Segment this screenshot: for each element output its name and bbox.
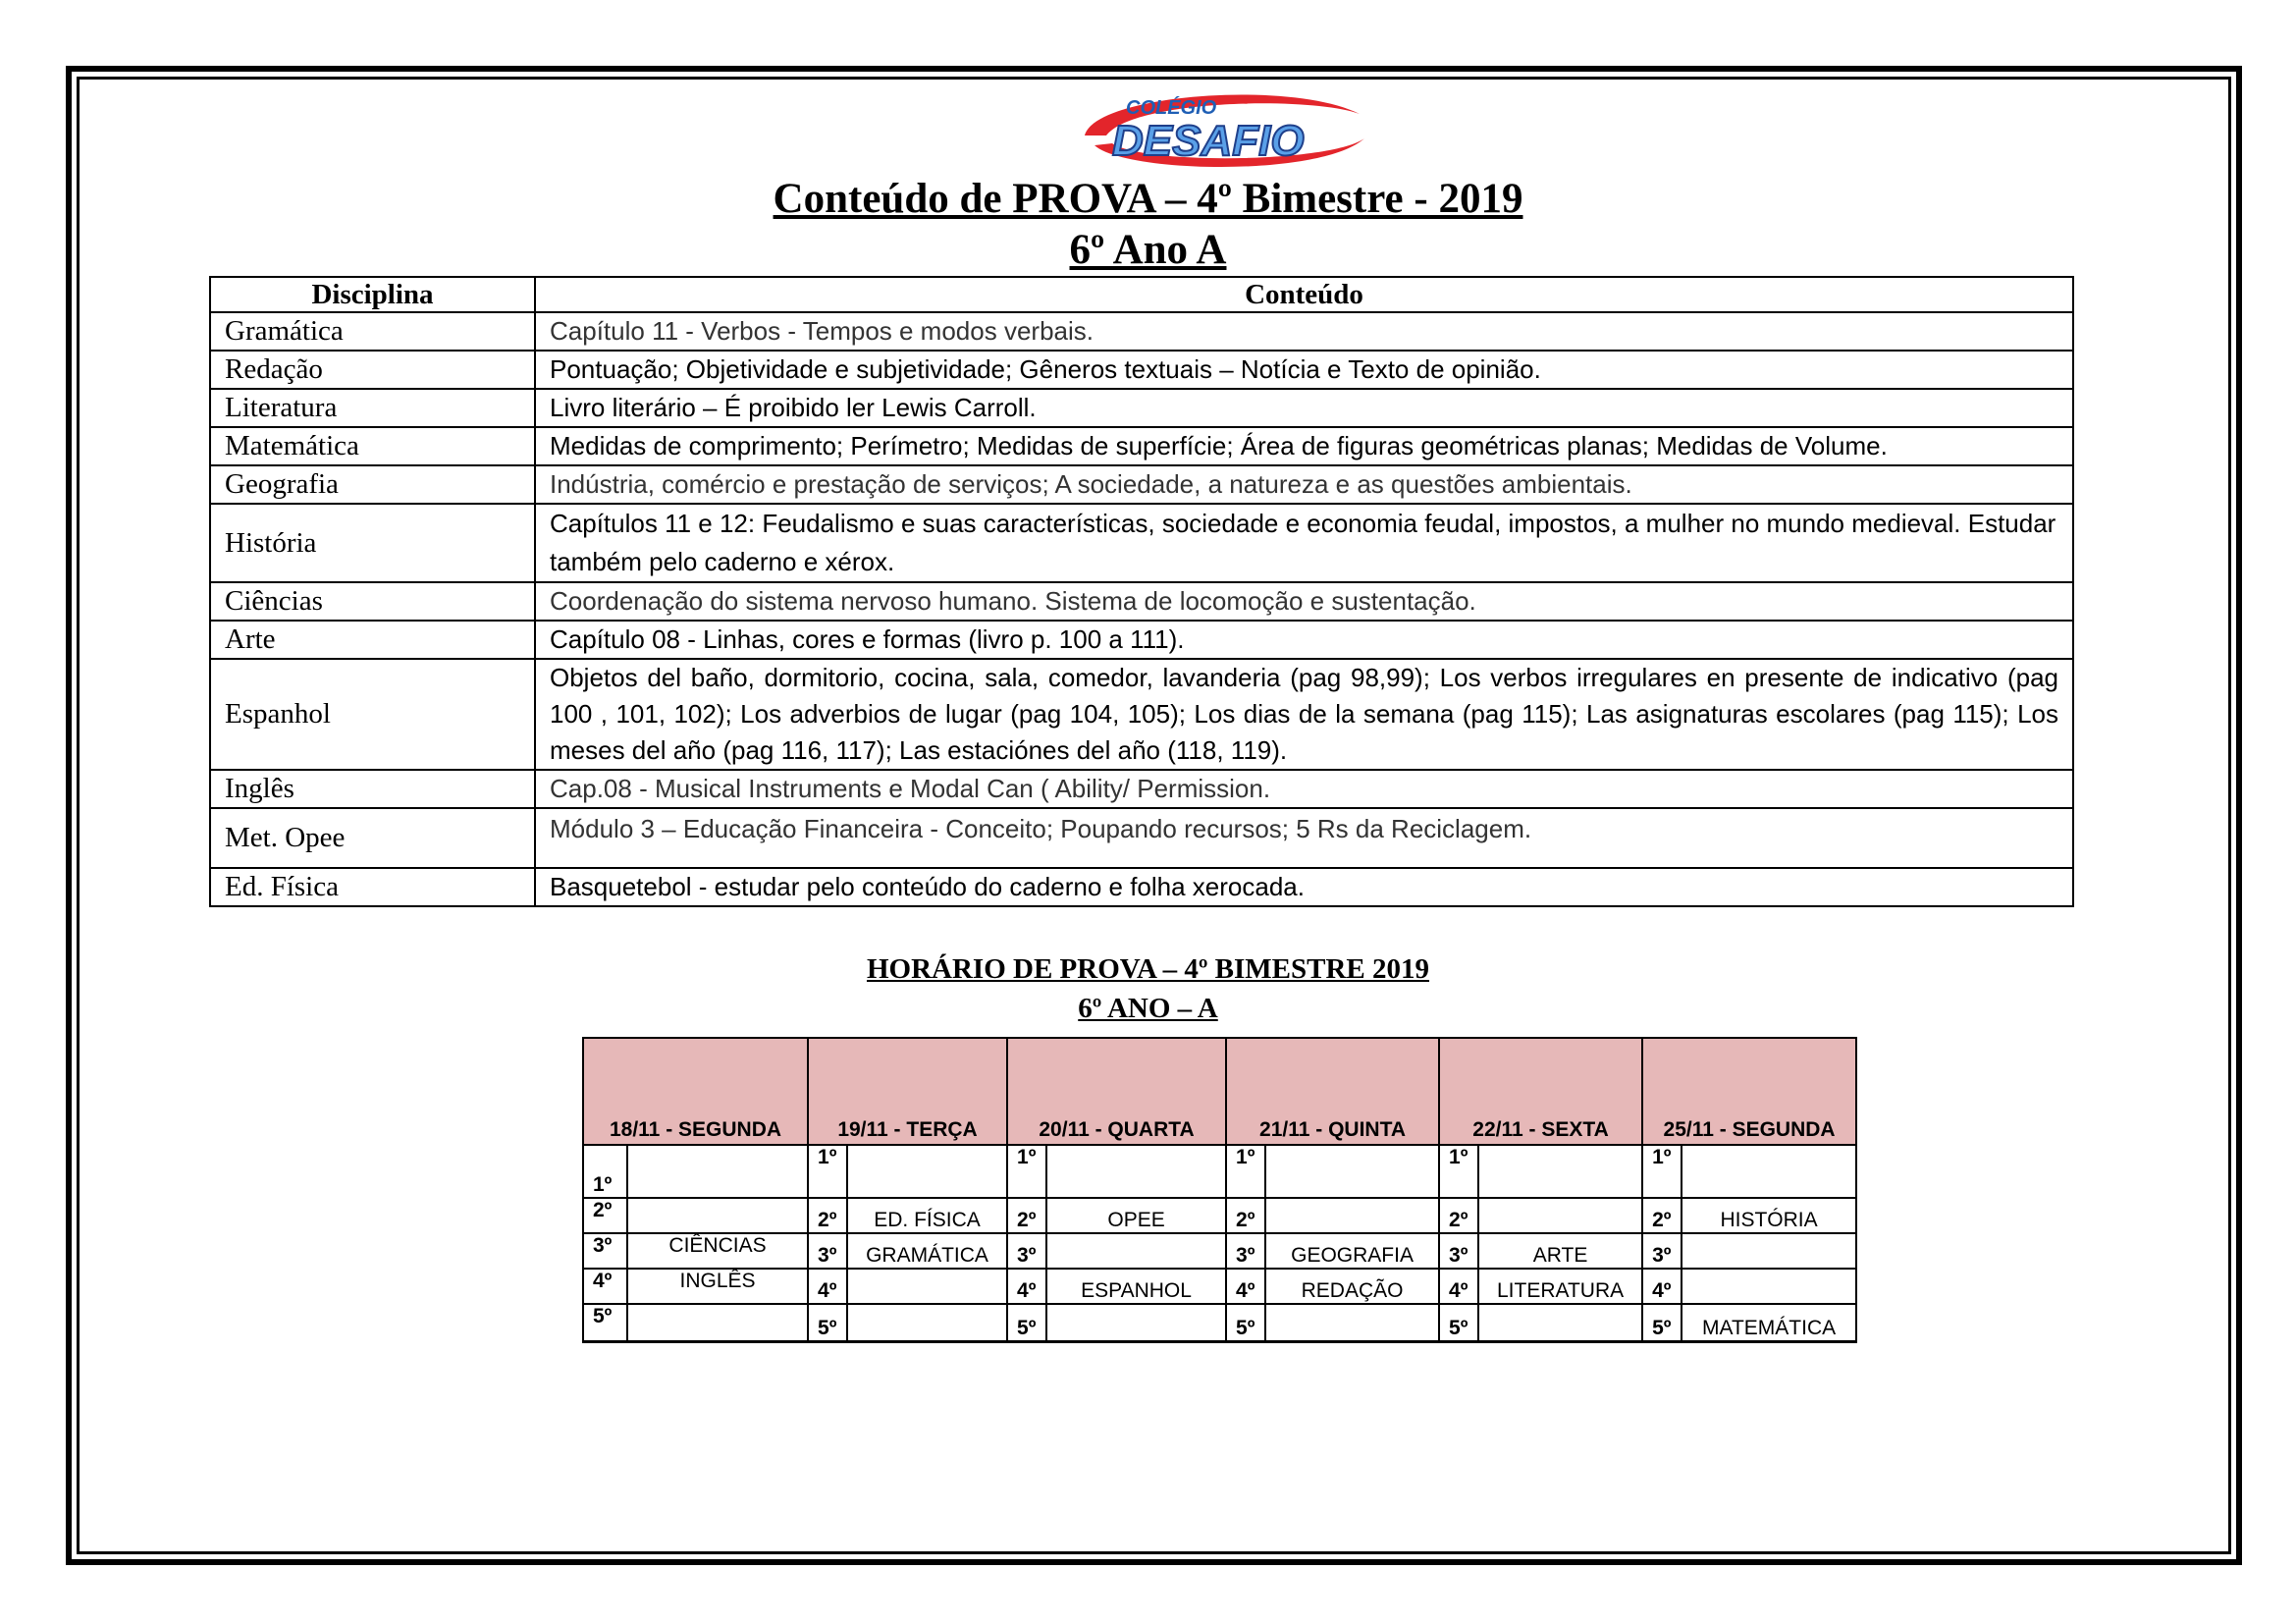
content-cell: Capítulo 08 - Linhas, cores e formas (livro p. 100 a 111). (535, 621, 2073, 659)
discipline-cell: Ciências (210, 582, 535, 621)
table-row (210, 389, 2073, 427)
discipline-cell: Literatura (210, 389, 535, 427)
subject-cell (1046, 1233, 1226, 1269)
period-number: 3º (1439, 1233, 1478, 1269)
content-cell: Livro literário – É proibido ler Lewis Carroll. (535, 389, 2073, 427)
period-number: 2º (1439, 1198, 1478, 1233)
subject-cell: INGLÊS (627, 1269, 808, 1304)
subject-cell: LITERATURA (1478, 1269, 1642, 1304)
period-number: 4º (808, 1269, 847, 1304)
discipline-cell: Met. Opee (210, 808, 535, 868)
schedule-row (583, 1304, 1856, 1341)
table-row (210, 621, 2073, 659)
table-row (210, 582, 2073, 621)
day-header: 21/11 - QUINTA (1226, 1038, 1439, 1145)
period-number: 4º (1439, 1269, 1478, 1304)
subject-cell (847, 1304, 1007, 1341)
period-number: 2º (1642, 1198, 1682, 1233)
table-row (210, 868, 2073, 906)
day-header: 25/11 - SEGUNDA (1642, 1038, 1856, 1145)
discipline-cell: Gramática (210, 312, 535, 351)
period-number: 3º (583, 1233, 627, 1269)
subject-cell (1682, 1233, 1856, 1269)
header-content: Conteúdo (535, 277, 2073, 312)
subject-cell: HISTÓRIA (1682, 1198, 1856, 1233)
discipline-cell: Espanhol (210, 659, 535, 770)
subject-cell (1478, 1198, 1642, 1233)
subject-cell (627, 1145, 808, 1198)
discipline-cell: Matemática (210, 427, 535, 465)
content-cell: Pontuação; Objetividade e subjetividade; Gêneros textuais – Notícia e Texto de opinião. (535, 351, 2073, 389)
subject-cell: CIÊNCIAS (627, 1233, 808, 1269)
period-number: 1º (808, 1145, 847, 1198)
period-number: 5º (1642, 1304, 1682, 1341)
period-number: 3º (1226, 1233, 1265, 1269)
header-discipline: Disciplina (210, 277, 535, 312)
content-cell: Módulo 3 – Educação Financeira - Conceito; Poupando recursos; 5 Rs da Reciclagem. (535, 808, 2073, 868)
discipline-cell: Ed. Física (210, 868, 535, 906)
subject-cell (1265, 1198, 1439, 1233)
content-table-header (210, 277, 2073, 312)
schedule-row (583, 1269, 1856, 1304)
subject-cell (1265, 1304, 1439, 1341)
content-cell: Basquetebol - estudar pelo conteúdo do caderno e folha xerocada. (535, 868, 2073, 906)
schedule-title: HORÁRIO DE PROVA – 4º BIMESTRE 2019 (866, 953, 1429, 985)
subject-cell (1478, 1304, 1642, 1341)
period-number: 1º (1007, 1145, 1046, 1198)
day-header: 22/11 - SEXTA (1439, 1038, 1642, 1145)
period-number: 2º (583, 1198, 627, 1233)
subject-cell (627, 1198, 808, 1233)
table-row (210, 504, 2073, 582)
period-number: 2º (1226, 1198, 1265, 1233)
content-cell: Objetos del baño, dormitorio, cocina, sala, comedor, lavanderia (pag 98,99); Los verbos irregulares en presente de indicativo (pag 100 , 101, 102); Los adverbios de lugar (pag 104, 105); Los dias de la semana (pag 115); Las asignaturas escolares (pag 115); Los meses del año (pag 116, 117); Las estaciónes del año (118, 119). (535, 659, 2073, 770)
subject-cell (1265, 1145, 1439, 1198)
period-number: 2º (1007, 1198, 1046, 1233)
school-logo (1065, 84, 1374, 173)
schedule-table (582, 1037, 1857, 1343)
table-row (210, 770, 2073, 808)
period-number: 5º (808, 1304, 847, 1341)
table-row (210, 351, 2073, 389)
discipline-cell: História (210, 504, 535, 582)
period-number: 3º (1007, 1233, 1046, 1269)
content-cell: Indústria, comércio e prestação de serviços; A sociedade, a natureza e as questões ambientais. (535, 465, 2073, 504)
subject-cell (847, 1269, 1007, 1304)
table-row (210, 808, 2073, 868)
table-row (210, 312, 2073, 351)
logo-main-text: DESAFIO (1112, 117, 1305, 165)
subject-cell (1682, 1145, 1856, 1198)
content-cell: Coordenação do sistema nervoso humano. Sistema de locomoção e sustentação. (535, 582, 2073, 621)
period-number: 5º (1226, 1304, 1265, 1341)
period-number: 4º (1642, 1269, 1682, 1304)
period-number: 2º (808, 1198, 847, 1233)
period-number: 1º (1226, 1145, 1265, 1198)
content-cell: Capítulos 11 e 12: Feudalismo e suas características, sociedade e economia feudal, impostos, a mulher no mundo medieval. Estudar também pelo caderno e xérox. (535, 504, 2073, 582)
schedule-row (583, 1233, 1856, 1269)
subject-cell: OPEE (1046, 1198, 1226, 1233)
subject-cell (1046, 1145, 1226, 1198)
subject-cell: GEOGRAFIA (1265, 1233, 1439, 1269)
period-number: 4º (1226, 1269, 1265, 1304)
subject-cell: MATEMÁTICA (1682, 1304, 1856, 1341)
day-header: 18/11 - SEGUNDA (583, 1038, 808, 1145)
subject-cell (1046, 1304, 1226, 1341)
period-number: 3º (808, 1233, 847, 1269)
subject-cell: ESPANHOL (1046, 1269, 1226, 1304)
period-number: 5º (1007, 1304, 1046, 1341)
content-cell: Medidas de comprimento; Perímetro; Medidas de superfície; Área de figuras geométricas planas; Medidas de Volume. (535, 427, 2073, 465)
subject-cell (1682, 1269, 1856, 1304)
subject-cell: REDAÇÃO (1265, 1269, 1439, 1304)
page-title: Conteúdo de PROVA – 4º Bimestre - 2019 (773, 176, 1523, 222)
table-row (210, 427, 2073, 465)
period-number: 5º (583, 1304, 627, 1341)
subject-cell: GRAMÁTICA (847, 1233, 1007, 1269)
subject-cell (1478, 1145, 1642, 1198)
schedule-header-row (583, 1038, 1856, 1145)
schedule-row (583, 1198, 1856, 1233)
discipline-cell: Inglês (210, 770, 535, 808)
page-subtitle: 6º Ano A (1069, 227, 1227, 273)
day-header: 20/11 - QUARTA (1007, 1038, 1226, 1145)
period-number: 1º (1642, 1145, 1682, 1198)
discipline-cell: Redação (210, 351, 535, 389)
logo-top-text: COLÉGIO (1126, 97, 1217, 119)
period-number: 1º (1439, 1145, 1478, 1198)
content-cell: Capítulo 11 - Verbos - Tempos e modos verbais. (535, 312, 2073, 351)
table-row (210, 465, 2073, 504)
day-header: 19/11 - TERÇA (808, 1038, 1007, 1145)
subject-cell: ARTE (1478, 1233, 1642, 1269)
schedule-subtitle: 6º ANO – A (1078, 993, 1218, 1024)
subject-cell: ED. FÍSICA (847, 1198, 1007, 1233)
schedule-row (583, 1145, 1856, 1198)
discipline-cell: Arte (210, 621, 535, 659)
content-cell: Cap.08 - Musical Instruments e Modal Can ( Ability/ Permission. (535, 770, 2073, 808)
period-number: 1º (583, 1145, 627, 1198)
table-row (210, 659, 2073, 770)
subject-cell (627, 1304, 808, 1341)
subject-cell (847, 1145, 1007, 1198)
period-number: 5º (1439, 1304, 1478, 1341)
content-table (209, 276, 2074, 907)
period-number: 4º (583, 1269, 627, 1304)
period-number: 3º (1642, 1233, 1682, 1269)
period-number: 4º (1007, 1269, 1046, 1304)
discipline-cell: Geografia (210, 465, 535, 504)
